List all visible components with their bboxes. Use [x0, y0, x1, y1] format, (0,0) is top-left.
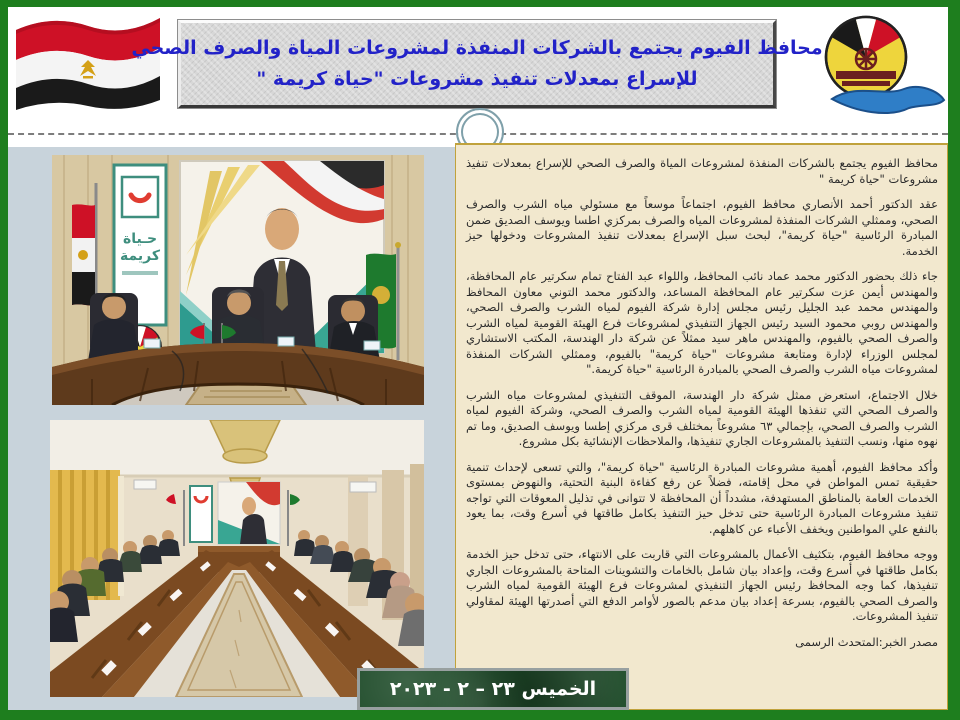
news-source-line: مصدر الخبر:المتحدث الرسمى [795, 634, 938, 649]
carpet [186, 385, 306, 405]
date-text: الخميس ٢٣ – ٢ - ٢٠٢٣ [389, 678, 597, 700]
waterwheel-motif [856, 49, 876, 69]
paragraph-emphasis: وأكد محافظ الفيوم، أهمية مشروعات المبادرة الرئاسية "حياة كريمة"، والتي تسعى لإحداث تنمية حقيقية تمس المواطن في محل إقامته، فضلاً عن رفع كفاءة البنية التحتية، والنهوض بمستوى الخدمات العامة بالمناطق المستهدفة، مشدداً أن المحافظة لا تتوانى في تذليل المعوقات التي تواجه تنفيذ مشروعات المبادرة الرئاسية حتى تدخل حيز التنفيذ بكامل طاقتها في أسرع وقت، بما يعود بالنفع علي المواطنين ويخفف الأعباء عن كاهلهم. [466, 459, 938, 536]
article-title-line2: للإسراع بمعدلات تنفيذ مشروعات "حياة كريمة " [256, 68, 698, 90]
article-title-line1: محافظ الفيوم يجتمع بالشركات المنفذة لمشروعات المياة والصرف الصحي [131, 37, 823, 59]
governorate-logo-icon [790, 7, 948, 119]
photos-panel [8, 147, 455, 710]
paragraph-meeting: عقد الدكتور أحمد الأنصاري محافظ الفيوم، اجتماعاً موسعاً مع مسئولي مياه الشرب والصرف الصحي، وممثلي الشركات المنفذة لمشروعات المياه والصرف بمركزي اطسا ويوسف الصديق ضمن المبادرة الرئاسية "حياة كريمة"، لبحث سبل الإسراع بمعدلات تنفيذ المشروعات ودخولها حيز الخدمة. [466, 197, 938, 258]
paragraph-lead: محافظ الفيوم يجتمع بالشركات المنفذة لمشروعات المياة والصرف الصحي للإسراع بمعدلات تنفيذ مشروعات "حياة كريمة " [466, 156, 938, 186]
date-banner [357, 668, 629, 710]
egypt-flag-on-pole [72, 204, 95, 305]
paragraph-review: خلال الاجتماع، استعرض ممثل شركة دار الهندسة، الموقف التنفيذي لمشروعات مياه الشرب والصرف الصحي التي تنفذها الهيئة القومية لمياه الشرب والصرف الصحي، وشركة الفيوم لمياه الشرب والصرف الصحي، بإجمالي ٦٣ مشروعاً بمختلف قرى مركزي إطسا ويوسف الصديق، وما تم نهوه منها، ونسب التنفيذ بالمشروعات الجاري تنفيذها، والملاحظات الإنشائية بكل مشروع. [466, 387, 938, 448]
svg-text:حـياة: حـياة [122, 231, 158, 247]
fayoum-governorate-logo [790, 7, 948, 121]
meeting-photo-long-table [50, 420, 424, 697]
meeting-photo-governor-desk [52, 155, 424, 405]
paragraph-directive: ووجه محافظ الفيوم، بتكثيف الأعمال بالمشروعات التي قاربت على الانتهاء، حتى تدخل حيز الخدمة بكامل طاقتها في أسرع وقت، وإعداد بيان شامل بالخامات والتشوينات المتاحة بالمشروعات الجاري تنفيذها، كما وجه المحافظ رئيس الجهاز التنفيذي لمشروعات فرع الهيئة القومية لمياه الشرب والصرف الصحي بالفيوم، بسرعة إعداد بيان مدعم بالصور لأوامر الدفع التي أصدرتها الهيئة لمقاولي تنفيذ المشروعات. [466, 547, 938, 623]
svg-text:كريمة: كريمة [120, 248, 160, 264]
title-box [131, 20, 823, 108]
paragraph-attendees: جاء ذلك بحضور الدكتور محمد عماد نائب المحافظ، واللواء عبد الفتاح تمام سكرتير عام المحافظة، والمهندس أيمن عزت سكرتير عام المحافظة المساعد، والدكتور محمد التوني معاون المحافظ والمهندس محمد عبد الجليل رئيس مجلس إدارة شركة الفيوم لمياه الشرب والصرف الصحي، والمهندس روبي محمود السيد رئيس الجهاز التنفيذي لمشروعات فرع الهيئة القومية لمياه الشرب والصرف الصحي بالفيوم، والمهندس ماهر سيد ممثلاً عن شركة دار الهندسة، المكتب الاستشاري لمجلس الوزراء لإدارة ومتابعة مشروعات "حياة كريمة" بالفيوم، وممثلي الشركات المنفذة لمشروعات مياه الشرب والصرف الصحي بالمبادرة الرئاسية "حياة كريمة." [466, 269, 938, 376]
article-text-panel [455, 143, 948, 710]
